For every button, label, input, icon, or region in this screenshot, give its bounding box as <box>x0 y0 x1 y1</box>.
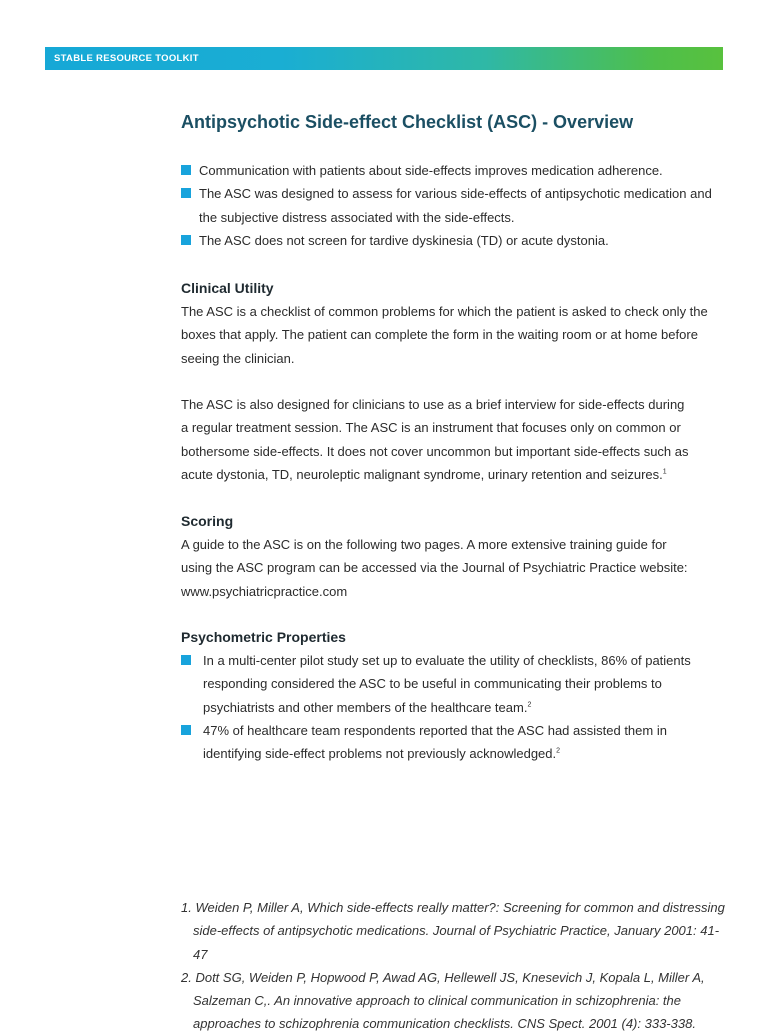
square-bullet-icon <box>181 165 191 175</box>
reference-1: 1. Weiden P, Miller A, Which side-effects really matter?: Screening for common and distressing side-effects of antipsychotic medications. Journal of Psychiatric Practice, January 2001: 41-47 <box>181 900 725 962</box>
list-item: The ASC was designed to assess for various side-effects of antipsychotic medication and the subjective distress associated with the side-effects. <box>181 182 726 229</box>
references <box>181 896 726 1036</box>
list-item: The ASC does not screen for tardive dyskinesia (TD) or acute dystonia. <box>181 229 726 252</box>
clinical-utility-paragraph-2: The ASC is also designed for clinicians to use as a brief interview for side-effects during a regular treatment session. The ASC is an instrument that focuses only on common or bothersome side-effects. It does not cover uncommon but important side-effects such as acute dystonia, TD, neuroleptic malignant syndrome, urinary retention and seizures.$^1$ <box>181 397 689 482</box>
psychometric-heading: Psychometric Properties <box>181 629 346 645</box>
square-bullet-icon <box>181 235 191 245</box>
square-bullet-icon <box>181 725 191 735</box>
intro-bullet-list <box>181 159 726 252</box>
journal-website-text: www.psychiatricpractice.com <box>181 583 348 599</box>
footnote-ref: 2 <box>527 701 532 709</box>
footnote-ref: 1 <box>662 468 667 476</box>
scoring-paragraph: A guide to the ASC is on the following two pages. A more extensive training guide for using the ASC program can be accessed via the Journal of Psychiatric Practice website: www.psychiatricpractice.com <box>181 533 726 603</box>
list-item: 47% of healthcare team respondents reported that the ASC had assisted them in identifying side-effect problems not previously acknowledged.$^2$ <box>181 719 726 766</box>
psychometric-bullet-list <box>181 649 726 765</box>
scoring-heading: Scoring <box>181 513 234 529</box>
footnote-ref: 2 <box>556 747 561 755</box>
square-bullet-icon <box>181 188 191 198</box>
clinical-utility-paragraph-1: The ASC is a checklist of common problems for which the patient is asked to check only the boxes that apply. The patient can complete the form in the waiting room or at home before seeing the clinician. <box>181 304 708 366</box>
header-banner <box>45 47 723 70</box>
square-bullet-icon <box>181 655 191 665</box>
banner-label: STABLE RESOURCE TOOLKIT <box>54 53 199 64</box>
list-item: Communication with patients about side-effects improves medication adherence. <box>181 159 726 182</box>
page-title: Antipsychotic Side-effect Checklist (ASC) - Overview <box>181 112 634 132</box>
list-item: In a multi-center pilot study set up to evaluate the utility of checklists, 86% of patients responding considered the ASC to be useful in communicating their problems to psychiatrists and other members of the healthcare team.$^2$ <box>181 649 726 719</box>
clinical-utility-heading: Clinical Utility <box>181 280 274 296</box>
reference-2: 2. Dott SG, Weiden P, Hopwood P, Awad AG, Hellewell JS, Knesevich J, Kopala L, Miller A, Salzeman C,. An innovative approach to clinical communication in schizophrenia: the approaches to schizophrenia communication checklists. CNS Spect. 2001 (4): 333-338. <box>181 969 705 1032</box>
